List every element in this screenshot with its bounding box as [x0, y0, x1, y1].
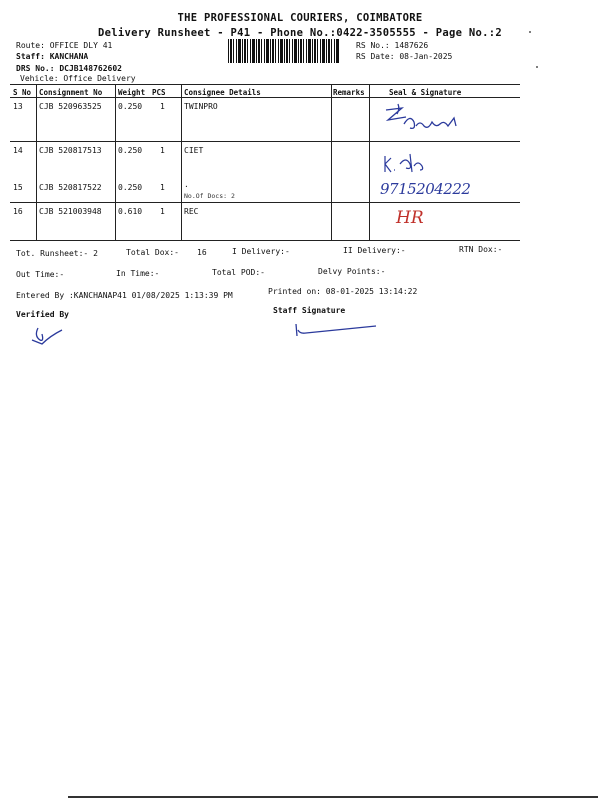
row-weight: 0.610	[118, 207, 143, 216]
i-delivery: I Delivery:-	[232, 247, 290, 256]
row-sno: 16	[13, 207, 23, 216]
barcode	[228, 39, 340, 63]
ii-delivery: II Delivery:-	[343, 246, 406, 255]
handwritten-phone: 9715204222	[380, 180, 471, 198]
row-weight: 0.250	[118, 183, 143, 192]
verifier-signature	[28, 322, 68, 348]
entered-by: Entered By :KANCHANAP41 01/08/2025 1:13:39 PM	[16, 291, 233, 300]
drs-number: DRS No.: DCJB148762602	[16, 64, 122, 73]
rtn-dox: RTN Dox:-	[459, 245, 503, 254]
staff-label: Staff: KANCHANA	[16, 52, 89, 61]
tot-runsheet: Tot. Runsheet:- 2	[16, 249, 98, 258]
row-consignee: .	[184, 180, 189, 189]
row-weight: 0.250	[118, 102, 143, 111]
row-consignment: CJB 520963525	[39, 102, 102, 111]
col-remarks: Remarks	[333, 88, 365, 97]
company-name: THE PROFESSIONAL COURIERS, COIMBATORE	[177, 12, 423, 24]
col-seal-signature: Seal & Signature	[389, 88, 462, 97]
row-docs-note: No.Of Docs: 2	[184, 192, 235, 200]
row-pcs: 1	[160, 207, 165, 216]
page-edge	[68, 796, 598, 798]
col-pcs: PCS	[152, 88, 166, 97]
total-pod: Total POD:-	[212, 268, 265, 277]
signature-row-13	[380, 100, 470, 138]
row-consignee: CIET	[184, 146, 204, 155]
row-sno: 13	[13, 102, 23, 111]
col-sno: S No	[13, 88, 32, 97]
row-sno: 15	[13, 183, 23, 192]
row-consignment: CJB 520817522	[39, 183, 102, 192]
in-time: In Time:-	[116, 269, 160, 278]
staff-signature-label: Staff Signature	[273, 306, 346, 315]
verified-by-label: Verified By	[16, 310, 69, 319]
runsheet-title: Delivery Runsheet - P41 - Phone No.:0422-3505555 - Page No.:2	[98, 27, 502, 39]
rs-number: RS No.: 1487626	[356, 41, 429, 50]
row-sno: 14	[13, 146, 23, 155]
col-consignment: Consignment No	[39, 88, 103, 97]
row-consignee: REC	[184, 207, 199, 216]
row-pcs: 1	[160, 146, 165, 155]
scan-speck	[529, 31, 531, 33]
row-consignee: TWINPRO	[184, 102, 218, 111]
delvy-points: Delvy Points:-	[318, 267, 386, 276]
staff-signature-mark	[290, 318, 382, 340]
col-consignee: Consignee Details	[184, 88, 261, 97]
rs-date: RS Date: 08-Jan-2025	[356, 52, 453, 61]
vehicle-label: Vehicle: Office Delivery	[20, 74, 136, 83]
out-time: Out Time:-	[16, 270, 65, 279]
total-dox-value: 16	[197, 248, 207, 257]
col-weight: Weight	[118, 88, 146, 97]
scan-speck	[536, 66, 538, 68]
handwritten-initials: HR	[396, 208, 424, 228]
total-dox-label: Total Dox:-	[126, 248, 179, 257]
row-weight: 0.250	[118, 146, 143, 155]
row-consignment: CJB 521003948	[39, 207, 102, 216]
row-pcs: 1	[160, 183, 165, 192]
row-consignment: CJB 520817513	[39, 146, 102, 155]
signature-row-14	[380, 150, 430, 176]
printed-on: Printed on: 08-01-2025 13:14:22	[268, 287, 418, 296]
route-label: Route: OFFICE DLY 41	[16, 41, 113, 50]
row-pcs: 1	[160, 102, 165, 111]
